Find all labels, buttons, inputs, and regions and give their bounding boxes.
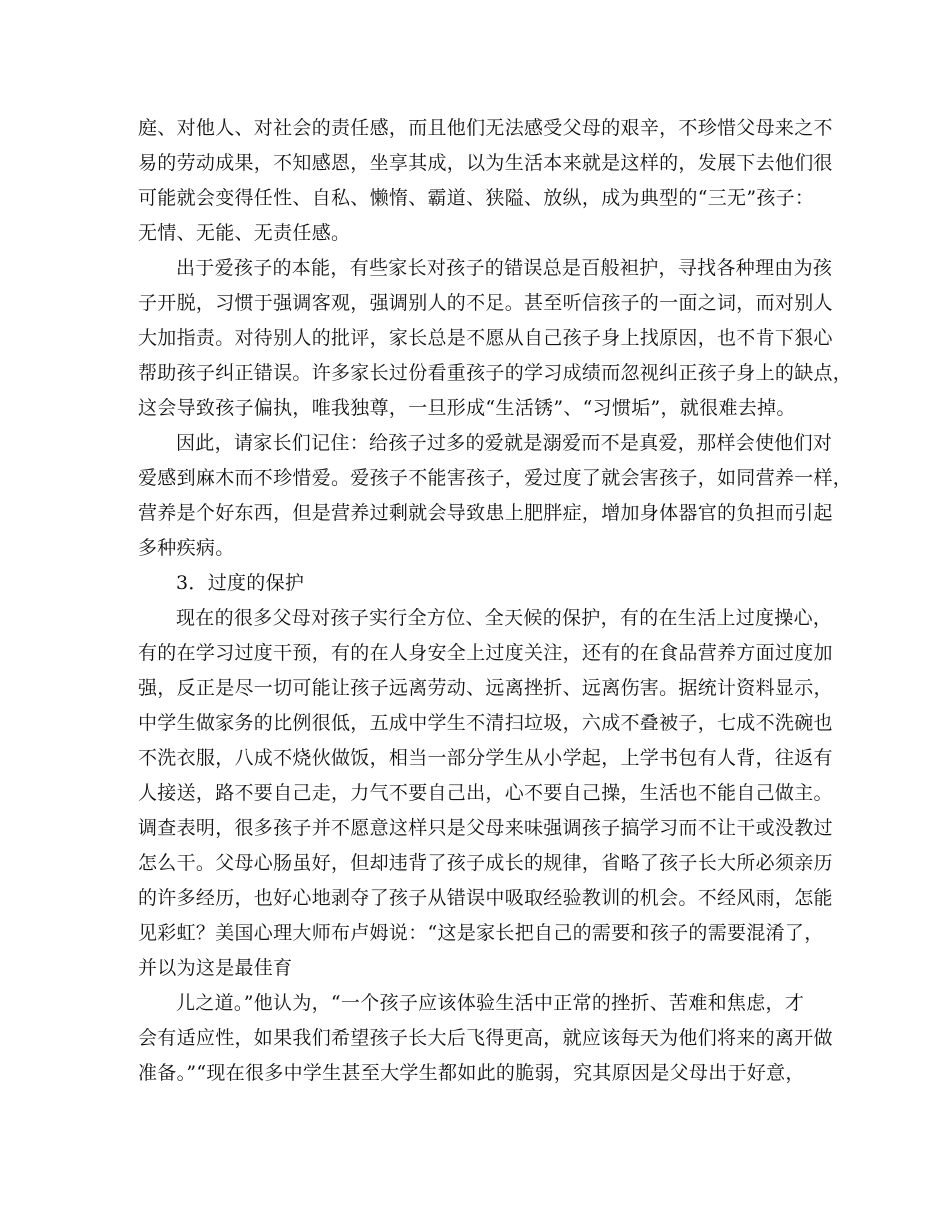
paragraph-start-line: 儿之道。”他认为，“一个孩子应该体验生活中正常的挫折、苦难和焦虑，才 [176, 992, 805, 1014]
text-line: 爱感到麻木而不珍惜爱。爱孩子不能害孩子，爱过度了就会害孩子，如同营养一样， [138, 467, 853, 489]
text-line: 可能就会变得任性、自私、懒惰、霸道、狭隘、放纵，成为典型的“三无”孩子： [138, 187, 815, 209]
text-line: 营养是个好东西，但是营养过剩就会导致患上肥胖症，增加身体器官的负担而引起 [138, 502, 833, 524]
text-line: 中学生做家务的比例很低，五成中学生不清扫垃圾，六成不叠被子，七成不洗碗也 [138, 712, 833, 734]
text-line: 有的在学习过度干预，有的在人身安全上过度关注，还有的在食品营养方面过度加 [138, 642, 833, 664]
text-line: 子开脱，习惯于强调客观，强调别人的不足。甚至听信孩子的一面之词，而对别人 [138, 292, 833, 314]
paragraph-start-line: 因此，请家长们记住：给孩子过多的爱就是溺爱而不是真爱，那样会使他们对 [176, 432, 833, 454]
text-line: 准备。”“现在很多中学生甚至大学生都如此的脆弱，究其原因是父母出于好意， [138, 1062, 805, 1084]
paragraph-start-line: 现在的很多父母对孩子实行全方位、全天候的保护，有的在生活上过度操心， [176, 607, 833, 629]
text-line: 不洗衣服，八成不烧伙做饭，相当一部分学生从小学起，上学书包有人背，往返有 [138, 747, 833, 769]
text-line: 庭、对他人、对社会的责任感，而且他们无法感受父母的艰辛，不珍惜父母来之不 [138, 117, 833, 139]
text-line: 调查表明，很多孩子并不愿意这样只是父母来味强调孩子搞学习而不让干或没教过 [138, 817, 833, 839]
document-body [138, 111, 853, 1091]
text-line: 会有适应性，如果我们希望孩子长大后飞得更高，就应该每天为他们将来的离开做 [138, 1027, 833, 1049]
text-line: 的许多经历，也好心地剥夺了孩子从错误中吸取经验教训的机会。不经风雨，怎能 [138, 887, 833, 909]
text-line: 易的劳动成果，不知感恩，坐享其成，以为生活本来就是这样的，发展下去他们很 [138, 152, 833, 174]
text-line: 怎么干。父母心肠虽好，但却违背了孩子成长的规律，省略了孩子长大所必须亲历 [138, 852, 833, 874]
text-line: 帮助孩子纠正错误。许多家长过份看重孩子的学习成绩而忽视纠正孩子身上的缺点， [138, 362, 853, 384]
text-line: 并以为这是最佳育 [138, 957, 293, 979]
paragraph-start-line: 出于爱孩子的本能，有些家长对孩子的错误总是百般袒护，寻找各种理由为孩 [176, 257, 833, 279]
text-line: 见彩虹？美国心理大师布卢姆说：“这是家长把自己的需要和孩子的需要混淆了， [138, 922, 824, 944]
text-line: 大加指责。对待别人的批评，家长总是不愿从自己孩子身上找原因，也不肯下狠心 [138, 327, 833, 349]
text-line: 这会导致孩子偏执，唯我独尊，一旦形成“生活锈”、“习惯垢”，就很难去掉。 [138, 397, 796, 419]
text-line: 多种疾病。 [138, 537, 235, 559]
section-heading: 3．过度的保护 [176, 572, 305, 594]
text-line: 人接送，路不要自己走，力气不要自己出，心不要自己操，生活也不能自己做主。 [138, 782, 833, 804]
text-line: 无情、无能、无责任感。 [138, 222, 351, 244]
text-line: 强，反正是尽一切可能让孩子远离劳动、远离挫折、远离伤害。据统计资料显示， [138, 677, 833, 699]
